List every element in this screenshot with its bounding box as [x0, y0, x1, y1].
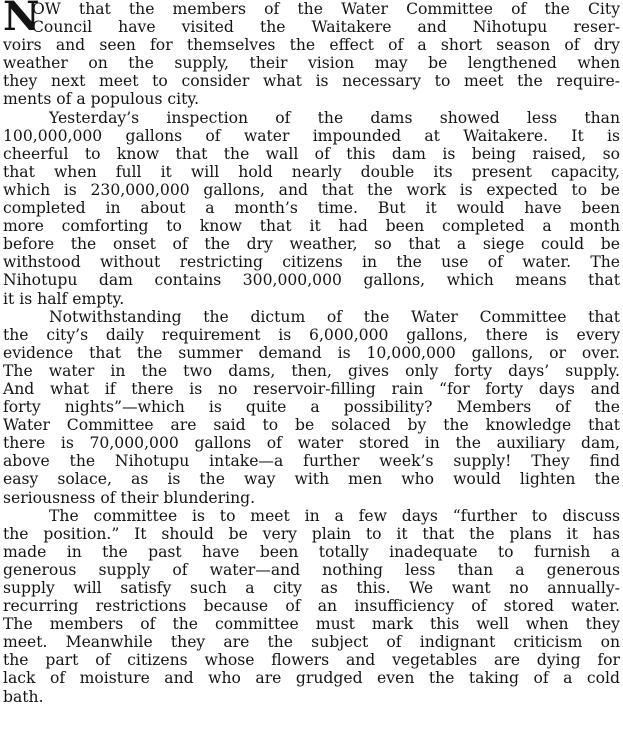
- article-line: made in the past have been totally inadequate to furnish a: [3, 542, 620, 561]
- article-line: ments of a populous city.: [3, 90, 200, 109]
- article-lines: [3, 0, 620, 706]
- article-line: supply will satisfy such a city as this. We want no annually-: [3, 579, 620, 597]
- article-line: And what if there is no reservoir-filling rain “for forty days and: [3, 379, 620, 398]
- article-line: they next meet to consider what is necessary to meet the require-: [3, 72, 620, 91]
- article-body: [3, 0, 620, 706]
- article-line: OW that the members of the Water Committee of the City: [32, 0, 620, 18]
- article-line: The members of the committee must mark this well when they: [3, 615, 620, 634]
- article-line: above the Nihotupu intake—a further week’s supply! They find: [3, 452, 620, 471]
- article-line: the position.” It should be very plain to it that the plans it has: [3, 524, 620, 543]
- article-line: bath.: [3, 687, 44, 706]
- article-line: Yesterday’s inspection of the dams showed less than: [49, 108, 620, 127]
- article-line: seriousness of their blundering.: [3, 488, 256, 507]
- article-line: 100,000,000 gallons of water impounded at Waitakere. It is: [3, 126, 620, 145]
- article-line: more comforting to know that it had been completed a month: [3, 217, 620, 236]
- article-line: the part of citizens whose flowers and vegetables are dying for: [3, 651, 620, 670]
- article-line: weather on the supply, their vision may be lengthened when: [3, 54, 620, 73]
- article-line: withstood without restricting citizens in the use of water. The: [3, 253, 620, 272]
- article-line: evidence that the summer demand is 10,000,000 gallons, or over.: [3, 343, 620, 362]
- article-line: lack of moisture and who are grudged even the taking of a cold: [3, 669, 620, 688]
- article-line: Council have visited the Waitakere and Nihotupu reser-: [32, 18, 620, 37]
- article-line: there is 70,000,000 gallons of water stored in the auxiliary dam,: [3, 434, 620, 453]
- drop-cap: N: [3, 0, 40, 40]
- article-line: it is half empty.: [3, 289, 125, 308]
- article-line: voirs and seen for themselves the effect of a short season of dry: [3, 36, 620, 55]
- article-line: before the onset of the dry weather, so that a siege could be: [3, 235, 620, 254]
- article-line: Notwithstanding the dictum of the Water Committee that: [49, 307, 620, 326]
- article-line: recurring restrictions because of an insufficiency of stored water.: [3, 597, 620, 616]
- article-line: Nihotupu dam contains 300,000,000 gallons, which means that: [3, 271, 620, 290]
- article-line: completed in about a month’s time. But it would have been: [3, 199, 620, 218]
- article-line: forty nights”—which is quite a possibility? Members of the: [3, 398, 620, 417]
- article-line: easy solace, as is the way with men who would lighten the: [3, 470, 620, 489]
- article-line: Water Committee are said to be solaced by the knowledge that: [3, 416, 620, 435]
- article-line: generous supply of water—and nothing less than a generous: [3, 560, 620, 579]
- article-line: cheerful to know that the wall of this dam is being raised, so: [3, 144, 620, 163]
- article-line: which is 230,000,000 gallons, and that the work is expected to be: [3, 180, 620, 199]
- article-line: The water in the two dams, then, gives only forty days’ supply.: [3, 361, 620, 380]
- article-line: The committee is to meet in a few days “further to discuss: [49, 506, 620, 525]
- article-line: the city’s daily requirement is 6,000,000 gallons, there is every: [3, 325, 620, 344]
- article-line: that when full it will hold nearly double its present capacity,: [3, 162, 620, 181]
- article-line: meet. Meanwhile they are the subject of indignant criticism on: [3, 633, 620, 652]
